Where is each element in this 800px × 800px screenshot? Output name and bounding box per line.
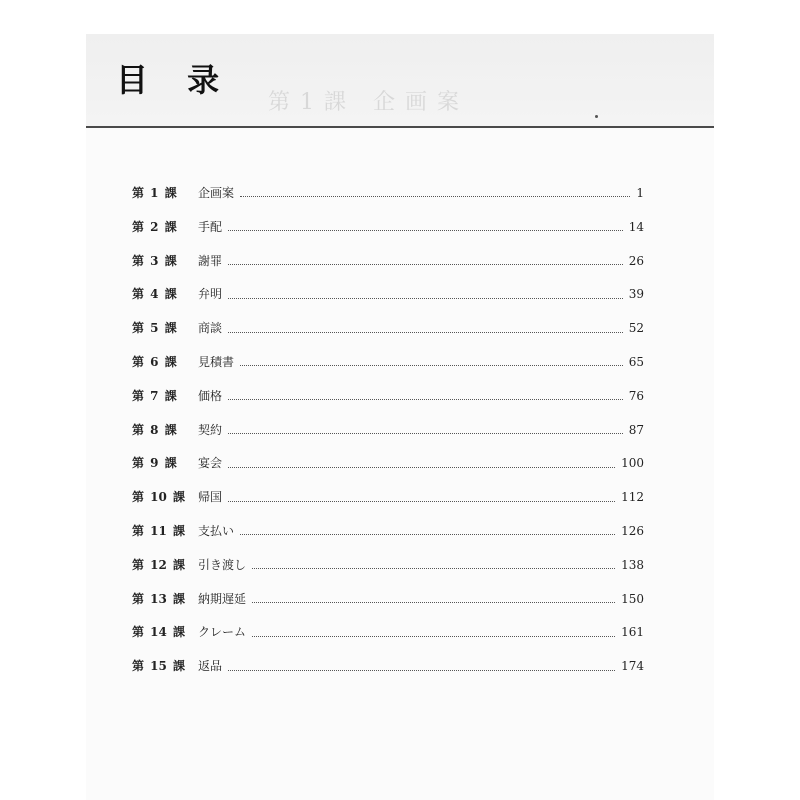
lesson-number: 第 15 課 <box>132 659 186 674</box>
lesson-number: 第 6 課 <box>132 354 177 369</box>
lesson-number: 第 3 課 <box>132 253 177 268</box>
lesson-title: 謝罪 <box>198 253 223 268</box>
page-number: 1 <box>636 186 644 200</box>
lesson-title: 価格 <box>198 388 223 403</box>
dot-leader <box>240 534 615 535</box>
dot-leader <box>228 501 615 502</box>
lesson-title: 帰国 <box>198 490 223 505</box>
page-number: 87 <box>628 422 644 437</box>
page-title: 目 录 <box>116 61 234 99</box>
dot-leader <box>228 467 615 468</box>
dot-leader <box>252 636 615 637</box>
lesson-number: 第 10 課 <box>132 490 186 505</box>
dot-leader <box>240 365 623 366</box>
lesson-title: クレーム <box>198 625 247 640</box>
toc-entry[interactable] <box>132 386 644 420</box>
page-number: 174 <box>621 659 644 674</box>
dot-leader <box>228 230 623 231</box>
page-number: 39 <box>628 287 644 302</box>
toc-entry[interactable] <box>132 352 644 386</box>
lesson-title: 手配 <box>198 219 223 234</box>
dot-leader <box>228 670 615 671</box>
page-number: 65 <box>628 354 644 369</box>
toc-entry[interactable] <box>132 183 644 217</box>
page-number: 150 <box>621 591 644 606</box>
lesson-title: 弁明 <box>198 287 223 302</box>
toc-entry[interactable] <box>132 453 644 487</box>
lesson-number: 第 13 課 <box>132 591 186 606</box>
toc-entry[interactable] <box>132 420 644 454</box>
dot-leader <box>228 433 623 434</box>
toc-entry[interactable] <box>132 251 644 285</box>
table-of-contents <box>132 183 644 690</box>
lesson-title: 宴会 <box>198 456 223 471</box>
dot-leader <box>252 602 615 603</box>
lesson-number: 第 14 課 <box>132 625 186 640</box>
lesson-title: 商談 <box>198 321 223 336</box>
page-number: 112 <box>621 490 644 505</box>
lesson-number: 第 1 課 <box>132 186 177 200</box>
toc-entry[interactable] <box>132 656 644 690</box>
toc-entry[interactable] <box>132 622 644 656</box>
toc-entry[interactable] <box>132 521 644 555</box>
lesson-title: 契約 <box>198 422 223 437</box>
dot-leader <box>228 399 623 400</box>
lesson-title: 返品 <box>198 659 223 674</box>
lesson-title: 企画案 <box>198 186 235 200</box>
toc-entry[interactable] <box>132 318 644 352</box>
lesson-title: 支払い <box>198 523 235 538</box>
page-number: 138 <box>621 557 644 572</box>
page-number: 52 <box>628 321 644 336</box>
page-number: 161 <box>621 625 644 640</box>
toc-entry[interactable] <box>132 217 644 251</box>
dot-leader <box>240 196 630 197</box>
lesson-number: 第 7 課 <box>132 388 177 403</box>
header-dot <box>595 115 598 118</box>
dot-leader <box>228 332 623 333</box>
bleed-through-text: 第1課 企画案 <box>268 90 469 115</box>
dot-leader <box>228 298 623 299</box>
page-number: 14 <box>628 219 644 234</box>
toc-entry[interactable] <box>132 589 644 623</box>
toc-entry[interactable] <box>132 487 644 521</box>
lesson-number: 第 11 課 <box>132 523 186 538</box>
page-number: 126 <box>621 523 644 538</box>
lesson-number: 第 9 課 <box>132 456 177 471</box>
toc-entry[interactable] <box>132 284 644 318</box>
lesson-number: 第 4 課 <box>132 287 177 302</box>
dot-leader <box>228 264 623 265</box>
page-number: 26 <box>628 253 644 268</box>
lesson-number: 第 12 課 <box>132 557 186 572</box>
lesson-title: 見積書 <box>198 354 235 369</box>
lesson-number: 第 8 課 <box>132 422 177 437</box>
lesson-number: 第 2 課 <box>132 219 177 234</box>
lesson-title: 引き渡し <box>198 557 247 572</box>
lesson-title: 納期遅延 <box>198 591 247 606</box>
lesson-number: 第 5 課 <box>132 321 177 336</box>
toc-entry[interactable] <box>132 555 644 589</box>
page-number: 100 <box>621 456 644 471</box>
header-divider <box>86 126 714 128</box>
page-number: 76 <box>628 388 644 403</box>
dot-leader <box>252 568 615 569</box>
